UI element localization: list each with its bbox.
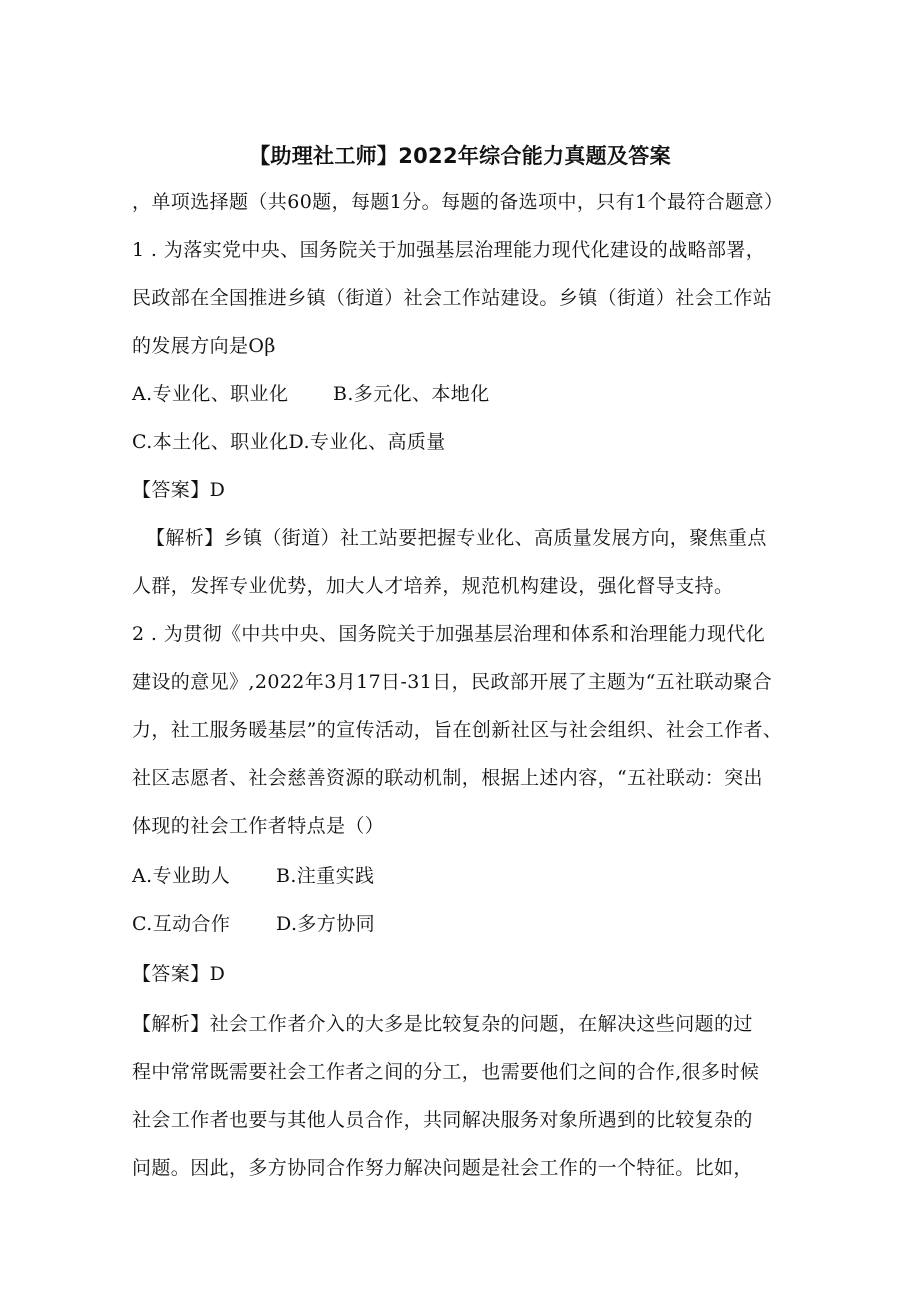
q1-option-cd: C.本土化、职业化D.专业化、高质量 <box>132 431 446 453</box>
q2-option-d: D.多方协同 <box>276 913 375 935</box>
q2-analysis-line-4: 问题。因此，多方协同合作努力解决问题是社会工作的一个特征。比如， <box>132 1157 753 1179</box>
q2-option-b: B.注重实践 <box>276 865 375 887</box>
q1-option-b: B.多元化、本地化 <box>333 383 490 405</box>
q2-analysis-line-2: 程中常常既需要社会工作者之间的分工，也需要他们之间的合作,很多时候 <box>132 1061 760 1083</box>
q2-stem-line-2: 建设的意见》,2022年3月17日-31日，民政部开展了主题为“五社联动聚合 <box>132 671 773 693</box>
q2-answer: 【答案】D <box>132 963 226 985</box>
q1-stem-line-2: 民政部在全国推进乡镇（街道）社会工作站建设。乡镇（街道）社会工作站 <box>132 287 773 309</box>
q1-stem-line-3: 的发展方向是Oβ <box>132 335 276 357</box>
q1-option-a: A.专业化、职业化 <box>132 383 289 405</box>
q1-answer: 【答案】D <box>132 479 226 501</box>
q2-stem-line-5: 体现的社会工作者特点是（） <box>132 815 385 837</box>
section-heading: ，单项选择题（共60题，每题1分。每题的备选项中，只有1个最符合题意） <box>132 191 784 213</box>
q1-analysis-line-1: 【解析】乡镇（街道）社工站要把握专业化、高质量发展方向，聚焦重点 <box>146 527 767 549</box>
q2-stem-line-4: 社区志愿者、社会慈善资源的联动机制，根据上述内容，“五社联动：突出 <box>132 767 763 789</box>
q2-analysis-line-3: 社会工作者也要与其他人员合作，共同解决服务对象所遇到的比较复杂的 <box>132 1109 753 1131</box>
q2-option-c: C.互动合作 <box>132 913 231 935</box>
document-title: 【助理社工师】2022年综合能力真题及答案 <box>249 144 671 169</box>
q2-stem-line-3: 力，社工服务暖基层”的宣传活动，旨在创新社区与社会组织、社会工作者、 <box>132 719 783 741</box>
q2-option-a: A.专业助人 <box>132 865 231 887</box>
q1-stem-line-1: 1 . 为落实党中央、国务院关于加强基层治理能力现代化建设的战略部署， <box>132 239 766 261</box>
q1-analysis-line-2: 人群，发挥专业优势，加大人才培养，规范机构建设，强化督导支持。 <box>132 575 734 597</box>
q2-stem-line-1: 2 . 为贯彻《中共中央、国务院关于加强基层治理和体系和治理能力现代化 <box>132 623 766 645</box>
q2-analysis-line-1: 【解析】社会工作者介入的大多是比较复杂的问题，在解决这些问题的过 <box>132 1013 753 1035</box>
